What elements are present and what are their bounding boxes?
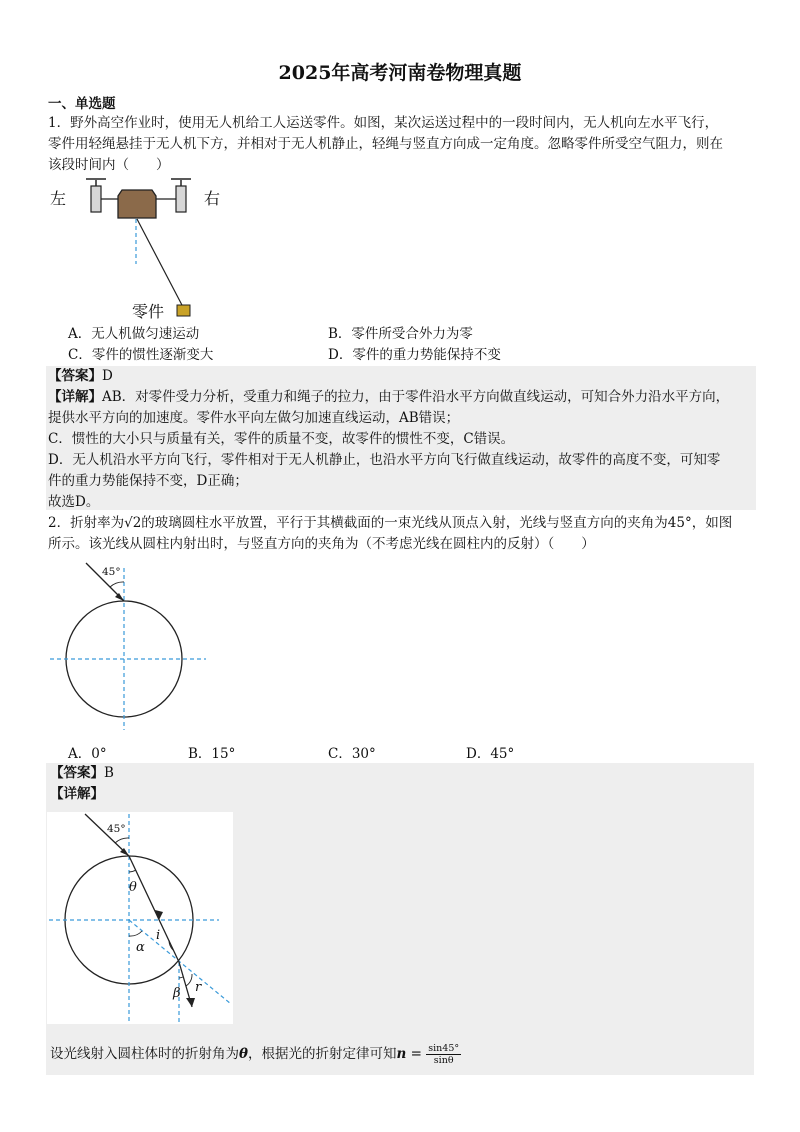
sol-angle-label: 45°: [107, 823, 126, 835]
q1-stem: [48, 113, 754, 176]
q2-detail-tag: 【详解】: [50, 786, 104, 802]
page-title: 2025年高考河南卷物理真题: [278, 62, 522, 84]
q1-fig-part-label: 零件: [132, 302, 165, 321]
q1-answer-block: [46, 366, 756, 510]
q2-sqrt2: √2: [124, 515, 142, 531]
q2-option-b: B．15°: [188, 746, 236, 762]
q1-stem-line1: 1．野外高空作业时，使用无人机给工人运送零件。如图，某次运送过程中的一段时间内，无人机向左水平飞行，: [48, 115, 719, 131]
q2-sol-theta: θ: [239, 1046, 249, 1062]
q2-answer-tag: 【答案】: [50, 765, 104, 781]
q1-detail-line5: 件的重力势能保持不变，D正确；: [48, 473, 248, 489]
q1-option-a: A．无人机做匀速运动: [68, 326, 200, 342]
q2-stem-pre: 2．折射率为: [48, 515, 125, 531]
q2-fig-angle-label: 45°: [102, 566, 121, 578]
q2-option-d: D．45°: [466, 746, 515, 762]
sol-theta-label: θ: [129, 880, 137, 895]
q1-detail-text1: AB．对零件受力分析，受重力和绳子的拉力，由于零件沿水平方向做直线运动，可知合外力沿水平方向，: [102, 389, 730, 405]
q2-sol-mid: ，根据光的折射定律可知: [248, 1046, 397, 1062]
q1-option-d: D．零件的重力势能保持不变: [328, 347, 501, 363]
q2-sol-pre: 设光线射入圆柱体时的折射角为: [50, 1046, 239, 1062]
q2-frac-num: sin45°: [428, 1043, 460, 1054]
q1-stem-line2: 零件用轻绳悬挂于无人机下方，并相对于无人机静止，轻绳与竖直方向成一定角度。忽略零件所受空气阻力，则在: [48, 136, 723, 152]
sol-r-label: r: [195, 980, 202, 995]
q2-answer-value: B: [104, 765, 114, 781]
q1-detail-line4: D．无人机沿水平方向飞行，零件相对于无人机静止，也沿水平方向飞行做直线运动，故零件的高度不变，可知零: [48, 452, 721, 468]
q1-fig-left-label: 左: [50, 189, 67, 208]
q1-fig-right-label: 右: [204, 189, 221, 208]
q1-detail-line3: C．惯性的大小只与质量有关，零件的质量不变，故零件的惯性不变，C错误。: [48, 431, 515, 447]
q2-stem-line2: 所示。该光线从圆柱内射出时，与竖直方向的夹角为（不考虑光线在圆柱内的反射）（ ）: [48, 536, 595, 552]
q2-sol-eq: =: [406, 1046, 427, 1062]
q1-stem-line3: 该段时间内（ ）: [48, 157, 170, 173]
q1-answer-value: D: [102, 368, 113, 384]
sol-beta-label: β: [173, 986, 181, 1001]
q2-stem: [48, 513, 754, 555]
sol-i-label: i: [156, 928, 161, 943]
q2-stem-mid: 的玻璃圆柱水平放置，平行于其横截面的一束光线从顶点入射，光线与竖直方向的夹角为45°，如图: [141, 515, 733, 531]
q1-detail-tag: 【详解】: [48, 389, 102, 405]
q2-solution-figure: [47, 812, 233, 1024]
q1-option-b: B．零件所受合外力为零: [328, 326, 473, 342]
q1-detail-line1: [48, 387, 756, 408]
q2-answer-line: [50, 763, 756, 784]
q2-solution-text: [48, 1043, 756, 1066]
q1-detail-line2: 提供水平方向的加速度。零件水平向左做匀加速直线运动，AB错误；: [48, 410, 460, 426]
q2-sol-n: n: [396, 1046, 407, 1062]
q2-option-c: C．30°: [328, 746, 376, 762]
q2-answer-lines: [48, 763, 756, 805]
q2-sol-fraction: [426, 1043, 461, 1066]
q2-cylinder-figure: [44, 558, 214, 733]
q1-answer-tag: 【答案】: [48, 368, 102, 384]
q1-option-c: C．零件的惯性逐渐变大: [68, 347, 214, 363]
sol-alpha-label: α: [136, 940, 145, 955]
q2-stem-line1: [48, 513, 754, 534]
section-heading: 一、单选题: [48, 96, 116, 112]
q1-detail-line6: 故选D。: [48, 494, 100, 510]
q1-answer-line: [48, 366, 756, 387]
q2-frac-den: sinθ: [433, 1055, 454, 1066]
q2-option-a: A．0°: [68, 746, 107, 762]
